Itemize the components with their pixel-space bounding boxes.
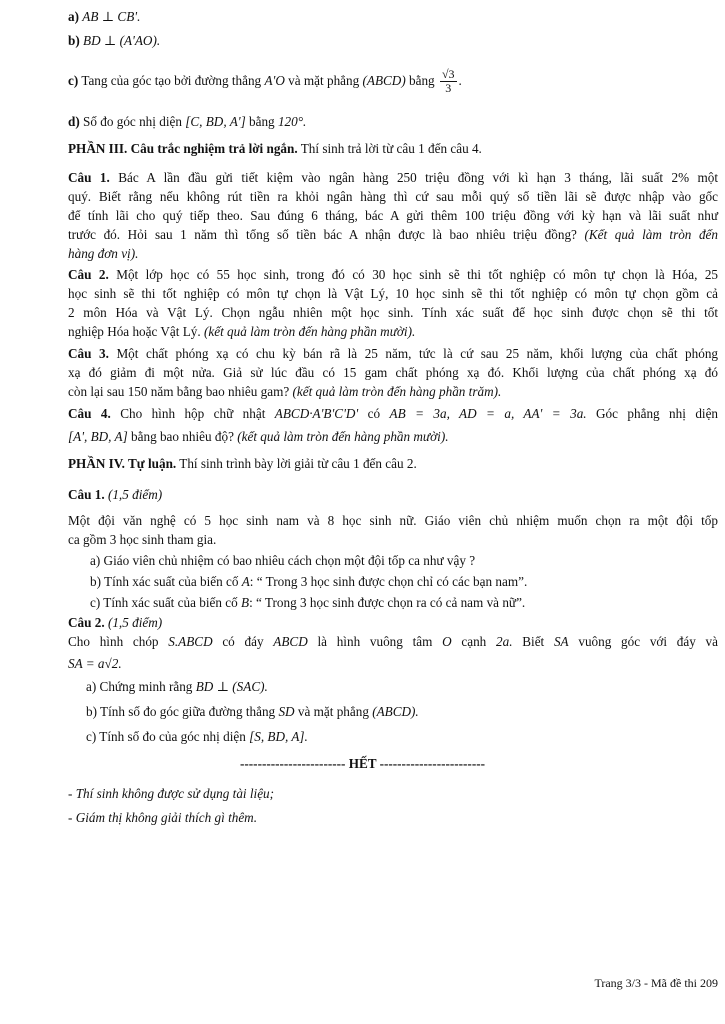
q4-text1a: Cho hình hộp chữ nhật bbox=[120, 406, 266, 421]
p4q2-text1f: vuông góc với đáy và bbox=[578, 634, 719, 649]
p4q2-item-a-math: BD ⊥ (SAC). bbox=[195, 679, 268, 694]
q4-text2: bằng bao nhiêu độ? bbox=[131, 429, 234, 444]
statement-a bbox=[68, 8, 718, 26]
q3-text2: xạ đó giảm đi một nửa. Giả sử lúc đầu có 15 gam chất phóng xạ đó. Khối lượng của chất phóng xạ đó bbox=[68, 365, 718, 380]
q4-note2: (kết quả làm tròn đến hàng phần mười). bbox=[237, 429, 449, 444]
q3-line1 bbox=[68, 345, 718, 363]
q1-text1: Bác A lần đầu gửi tiết kiệm vào ngân hàng 250 triệu đồng với kì hạn 3 tháng, lãi suất 2% một bbox=[118, 170, 719, 185]
part3-heading bbox=[68, 140, 718, 158]
page-footer: Trang 3/3 - Mã đề thi 209 bbox=[594, 976, 718, 990]
q4-text1c: Góc phẳng nhị diện bbox=[596, 406, 719, 421]
q3-line3 bbox=[68, 383, 718, 401]
p4q2-item-b-math1: SD bbox=[278, 704, 295, 719]
p4q2-label: Câu 2. bbox=[68, 615, 105, 630]
p4q1-item-c-text1: c) Tính xác suất của biến cố bbox=[90, 595, 238, 610]
q2-text2: học sinh sẽ thi tốt nghiệp có môn tự chọn là Vật Lý, 10 học sinh sẽ thi tốt nghiệp có môn tự chọn gồm cả bbox=[68, 286, 718, 301]
q4-line1 bbox=[68, 405, 718, 423]
p4q2-math2: ABCD bbox=[273, 634, 308, 649]
q4-math1: ABCD·A'B'C'D' bbox=[274, 406, 359, 421]
q3-label: Câu 3. bbox=[68, 346, 109, 361]
statement-c-label: c) bbox=[68, 73, 79, 88]
part3-intro: Thí sinh trả lời từ câu 1 đến câu 4. bbox=[300, 141, 482, 156]
statement-a-label: a) bbox=[68, 9, 79, 24]
q1-label: Câu 1. bbox=[68, 170, 110, 185]
note-2 bbox=[68, 809, 718, 827]
end-marker-text: ------------------------ HẾT ------------------------ bbox=[240, 756, 485, 771]
p4q1-item-b bbox=[90, 573, 725, 591]
part3-title: PHẦN III. Câu trắc nghiệm trả lời ngắn. bbox=[68, 141, 298, 156]
p4q2-item-b-text2: và mặt phẳng bbox=[297, 704, 369, 719]
q2-line4 bbox=[68, 323, 718, 341]
part4-heading bbox=[68, 455, 718, 473]
statement-c-text2: và mặt phẳng bbox=[288, 73, 360, 88]
note-2-text: - Giám thị không giải thích gì thêm. bbox=[68, 810, 257, 825]
statement-c bbox=[68, 68, 718, 95]
p4q2-text1a: Cho hình chóp bbox=[68, 634, 159, 649]
q4-math2: AB = 3a, AD = a, AA' = 3a. bbox=[389, 406, 587, 421]
statement-d-text1: Số đo góc nhị diện bbox=[83, 114, 182, 129]
q1-text3: để tính lãi cho quý tiếp theo. Sau đúng 6 tháng, bác A gửi thêm 100 triệu đồng với kỳ hạn và lãi suất như bbox=[68, 208, 718, 223]
q2-line1 bbox=[68, 266, 718, 284]
p4q2-item-a bbox=[86, 678, 725, 696]
q2-text4: nghiệp Hóa hoặc Vật Lý. bbox=[68, 324, 201, 339]
statement-d-text2: bằng bbox=[249, 114, 275, 129]
q2-line3 bbox=[68, 304, 718, 322]
p4q1-item-c-math: B bbox=[241, 595, 250, 610]
statement-c-text1: Tang của góc tạo bởi đường thẳng bbox=[81, 73, 262, 88]
q1-note4: (Kết quả làm tròn đến bbox=[584, 227, 718, 242]
p4q2-line1 bbox=[68, 633, 718, 651]
p4q1-label: Câu 1. bbox=[68, 487, 105, 502]
p4q2-math3: O bbox=[442, 634, 452, 649]
p4q1-item-c bbox=[90, 594, 725, 612]
p4q2-math5: SA bbox=[553, 634, 569, 649]
p4q2-item-b-text1: b) Tính số đo góc giữa đường thẳng bbox=[86, 704, 276, 719]
p4q2-text1c: là hình vuông tâm bbox=[317, 634, 433, 649]
q2-note4: (kết quả làm tròn đến hàng phần mười). bbox=[204, 324, 416, 339]
note-1 bbox=[68, 785, 718, 803]
q2-line2 bbox=[68, 285, 718, 303]
p4q2-item-c-text: c) Tính số đo của góc nhị diện bbox=[86, 729, 246, 744]
p4q2-math1: S.ABCD bbox=[168, 634, 213, 649]
note-1-text: - Thí sinh không được sử dụng tài liệu; bbox=[68, 786, 275, 801]
statement-b bbox=[68, 32, 718, 50]
p4q2-text1b: có đáy bbox=[222, 634, 264, 649]
p4q2-sa-value: SA = a√2. bbox=[68, 656, 122, 671]
p4q1-item-b-text1: b) Tính xác suất của biến cố bbox=[90, 574, 239, 589]
q1-line4 bbox=[68, 226, 718, 244]
q1-text2: quý. Biết rằng nếu không rút tiền ra khỏi ngân hàng thì cứ sau mỗi quý số tiền lãi sẽ được nhập vào gốc bbox=[68, 189, 718, 204]
p4q1-item-b-text2: : “ Trong 3 học sinh được chọn chỉ có các bạn nam”. bbox=[249, 574, 528, 589]
p4q2-item-c-math: [S, BD, A]. bbox=[249, 729, 308, 744]
p4q1-item-a-text: a) Giáo viên chủ nhiệm có bao nhiêu cách chọn một đội tốp ca như vậy ? bbox=[90, 553, 476, 568]
statement-b-math: BD ⊥ (A'AO). bbox=[83, 33, 161, 48]
q3-note3: (kết quả làm tròn đến hàng phần trăm). bbox=[292, 384, 502, 399]
p4q2-item-b bbox=[86, 703, 725, 721]
p4q1-text2: ca gồm 3 học sinh tham gia. bbox=[68, 532, 217, 547]
q3-text1: Một chất phóng xạ có chu kỳ bán rã là 25 năm, tức là cứ sau 25 năm, khối lượng của chất phóng bbox=[116, 346, 719, 361]
q1-text4: trước đó. Hỏi sau 1 năm thì tổng số tiền bác A nhận được là bao nhiêu triệu đồng? bbox=[68, 227, 577, 242]
p4q2-math4: 2a. bbox=[496, 634, 513, 649]
statement-d-label: d) bbox=[68, 114, 80, 129]
sqrt3-over-3-fraction bbox=[440, 68, 457, 95]
q2-text1: Một lớp học có 55 học sinh, trong đó có 30 học sinh sẽ thi tốt nghiệp có môn tự chọn là Hóa, 25 bbox=[116, 267, 719, 282]
p4q2-item-c bbox=[86, 728, 725, 746]
p4q2-item-b-math2: (ABCD). bbox=[372, 704, 419, 719]
p4q1-text1: Một đội văn nghệ có 5 học sinh nam và 8 học sinh nữ. Giáo viên chủ nhiệm muốn chọn ra một đội tốp bbox=[68, 513, 718, 528]
q2-label: Câu 2. bbox=[68, 267, 109, 282]
statement-b-label: b) bbox=[68, 33, 80, 48]
q2-text3: 2 môn Hóa và Vật Lý. Chọn ngẫu nhiên một học sinh. Tính xác suất để học sinh được chọn sẽ thi tốt bbox=[68, 305, 718, 320]
q1-line1 bbox=[68, 169, 718, 187]
p4q2-text1d: cạnh bbox=[461, 634, 487, 649]
statement-d-math1: [C, BD, A'] bbox=[185, 114, 246, 129]
p4q1-line2 bbox=[68, 531, 718, 549]
statement-c-math1: A'O bbox=[264, 73, 285, 88]
q4-math3: [A', BD, A] bbox=[68, 429, 128, 444]
statement-a-math: AB ⊥ CB'. bbox=[82, 9, 141, 24]
p4q1-item-a bbox=[90, 552, 725, 570]
statement-c-text3: bằng bbox=[409, 73, 435, 88]
q3-text3: còn lại sau 150 năm bằng bao nhiêu gam? bbox=[68, 384, 290, 399]
end-marker bbox=[0, 755, 725, 773]
q1-line2 bbox=[68, 188, 718, 206]
p4q1-heading bbox=[68, 486, 718, 504]
q1-note5: hàng đơn vị). bbox=[68, 246, 139, 261]
part4-title: PHẦN IV. Tự luận. bbox=[68, 456, 177, 471]
statement-d bbox=[68, 113, 718, 131]
statement-c-math2: (ABCD) bbox=[362, 73, 406, 88]
statement-d-math2: 120°. bbox=[277, 114, 307, 129]
p4q1-item-c-text2: : “ Trong 3 học sinh được chọn ra có cả nam và nữ”. bbox=[249, 595, 526, 610]
p4q1-item-b-math: A bbox=[241, 574, 250, 589]
p4q2-text1e: Biết bbox=[522, 634, 545, 649]
q4-text1b: có bbox=[367, 406, 381, 421]
p4q1-points: (1,5 điểm) bbox=[107, 487, 163, 502]
q1-line5 bbox=[68, 245, 718, 263]
p4q2-heading bbox=[68, 614, 718, 632]
q3-line2 bbox=[68, 364, 718, 382]
p4q2-line2 bbox=[68, 655, 718, 673]
fraction-denominator: 3 bbox=[445, 81, 452, 96]
p4q1-line1 bbox=[68, 512, 718, 530]
p4q2-points: (1,5 điểm) bbox=[107, 615, 163, 630]
q1-line3 bbox=[68, 207, 718, 225]
part4-intro: Thí sinh trình bày lời giải từ câu 1 đến câu 2. bbox=[179, 456, 417, 471]
fraction-numerator: √3 bbox=[441, 67, 455, 82]
q4-label: Câu 4. bbox=[68, 406, 111, 421]
p4q2-item-a-text: a) Chứng minh rằng bbox=[86, 679, 193, 694]
q4-line2 bbox=[68, 428, 718, 446]
statement-c-end: . bbox=[458, 73, 462, 88]
